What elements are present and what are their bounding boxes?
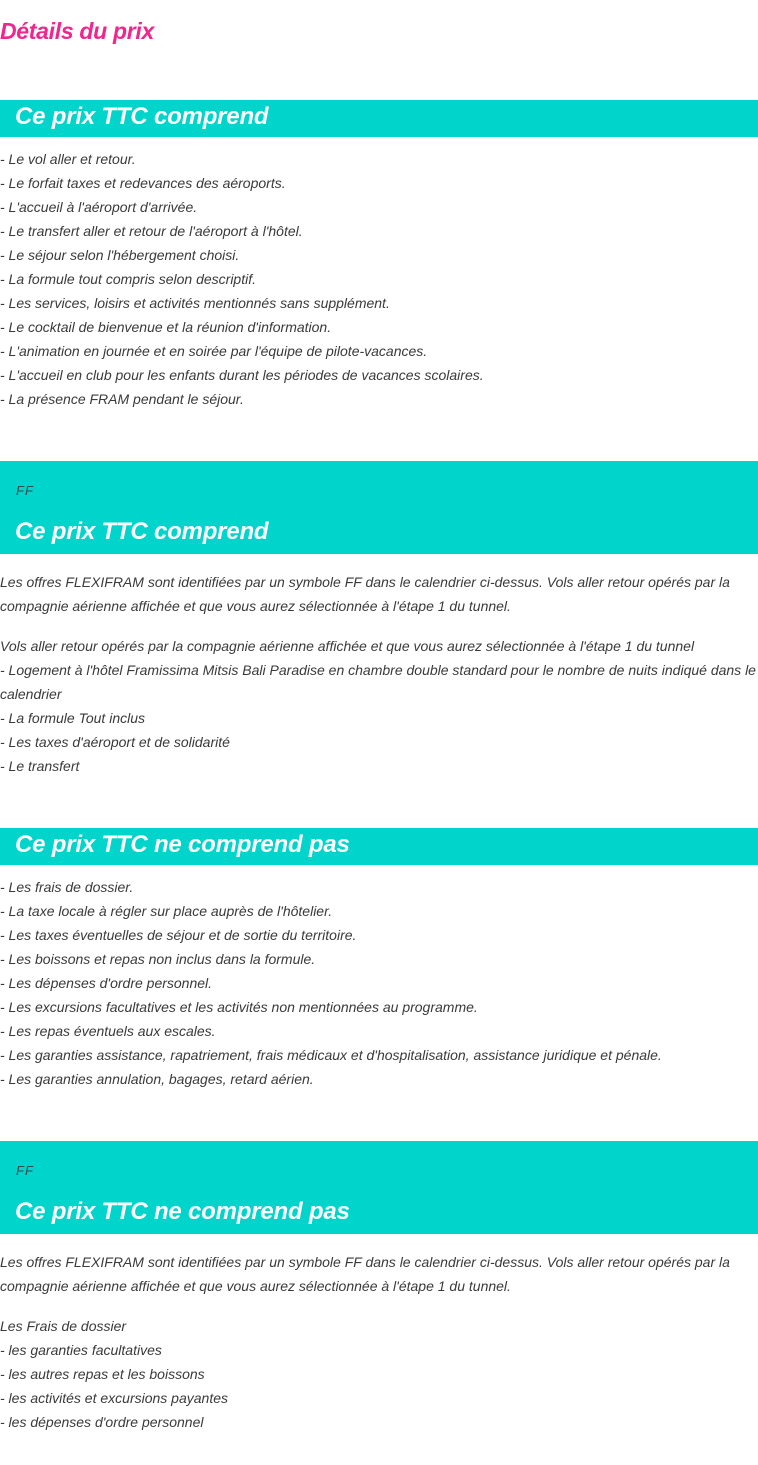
excludes-header-band: [0, 828, 758, 865]
ff-includes-header-band: [0, 461, 758, 554]
list-item: - Les dépenses d'ordre personnel.: [0, 975, 213, 991]
list-item: - Le transfert aller et retour de l'aéroport à l'hôtel.: [0, 223, 303, 239]
list-item: - Le cocktail de bienvenue et la réunion d'information.: [0, 319, 332, 335]
list-item: - Le transfert: [0, 758, 80, 774]
list-item: - les autres repas et les boissons: [0, 1366, 205, 1382]
list-item: - Les garanties annulation, bagages, retard aérien.: [0, 1071, 314, 1087]
list-item: Les Frais de dossier: [0, 1318, 127, 1334]
ff-includes-intro: Les offres FLEXIFRAM sont identifiées par un symbole FF dans le calendrier ci-dessus. Vols aller retour opérés par la compagnie aérienne affichée et que vous aurez sélectionnée à l'étape 1 du tunnel.: [0, 574, 730, 614]
list-item: - La formule Tout inclus: [0, 710, 145, 726]
list-item: - Les taxes éventuelles de séjour et de sortie du territoire.: [0, 927, 357, 943]
list-item: - La présence FRAM pendant le séjour.: [0, 391, 244, 407]
ff-excludes-header-band: [0, 1141, 758, 1234]
list-item: - les garanties facultatives: [0, 1342, 162, 1358]
excludes-list: [0, 875, 662, 1091]
list-item: - les activités et excursions payantes: [0, 1390, 228, 1406]
list-item: - Les frais de dossier.: [0, 879, 134, 895]
ff-tag: FF: [16, 1163, 34, 1178]
ff-tag: FF: [16, 483, 34, 498]
list-item: - Le séjour selon l'hébergement choisi.: [0, 247, 240, 263]
list-item: - La taxe locale à régler sur place auprès de l'hôtelier.: [0, 903, 333, 919]
includes-header-band: [0, 100, 758, 137]
list-item: - L'accueil en club pour les enfants durant les périodes de vacances scolaires.: [0, 367, 484, 383]
list-item: - Le vol aller et retour.: [0, 151, 136, 167]
list-item: - Les excursions facultatives et les activités non mentionnées au programme.: [0, 999, 478, 1015]
list-item: - Logement à l'hôtel Framissima Mitsis Bali Paradise en chambre double standard pour le nombre de nuits indiqué dans le calendrier: [0, 662, 756, 702]
list-item: - L'animation en journée et en soirée par l'équipe de pilote-vacances.: [0, 343, 428, 359]
list-item: Vols aller retour opérés par la compagnie aérienne affichée et que vous aurez sélectionnée à l'étape 1 du tunnel: [0, 638, 695, 654]
list-item: - les dépenses d'ordre personnel: [0, 1414, 204, 1430]
ff-includes-list: [0, 634, 758, 778]
list-item: - Le forfait taxes et redevances des aéroports.: [0, 175, 286, 191]
ff-excludes-list: [0, 1314, 228, 1434]
ff-excludes-intro: Les offres FLEXIFRAM sont identifiées par un symbole FF dans le calendrier ci-dessus. Vols aller retour opérés par la compagnie aérienne affichée et que vous aurez sélectionnée à l'étape 1 du tunnel.: [0, 1254, 730, 1294]
includes-title: Ce prix TTC comprend: [15, 103, 269, 130]
list-item: - Les services, loisirs et activités mentionnés sans supplément.: [0, 295, 390, 311]
list-item: - Les repas éventuels aux escales.: [0, 1023, 216, 1039]
list-item: - Les garanties assistance, rapatriement, frais médicaux et d'hospitalisation, assistance juridique et pénale.: [0, 1047, 662, 1063]
list-item: - La formule tout compris selon descriptif.: [0, 271, 256, 287]
ff-excludes-title: Ce prix TTC ne comprend pas: [15, 1198, 350, 1225]
page-title: Détails du prix: [0, 18, 154, 44]
ff-includes-title: Ce prix TTC comprend: [15, 518, 269, 545]
list-item: - Les taxes d'aéroport et de solidarité: [0, 734, 230, 750]
list-item: - Les boissons et repas non inclus dans la formule.: [0, 951, 316, 967]
includes-list: [0, 147, 484, 411]
list-item: - L'accueil à l'aéroport d'arrivée.: [0, 199, 198, 215]
excludes-title: Ce prix TTC ne comprend pas: [15, 831, 350, 858]
